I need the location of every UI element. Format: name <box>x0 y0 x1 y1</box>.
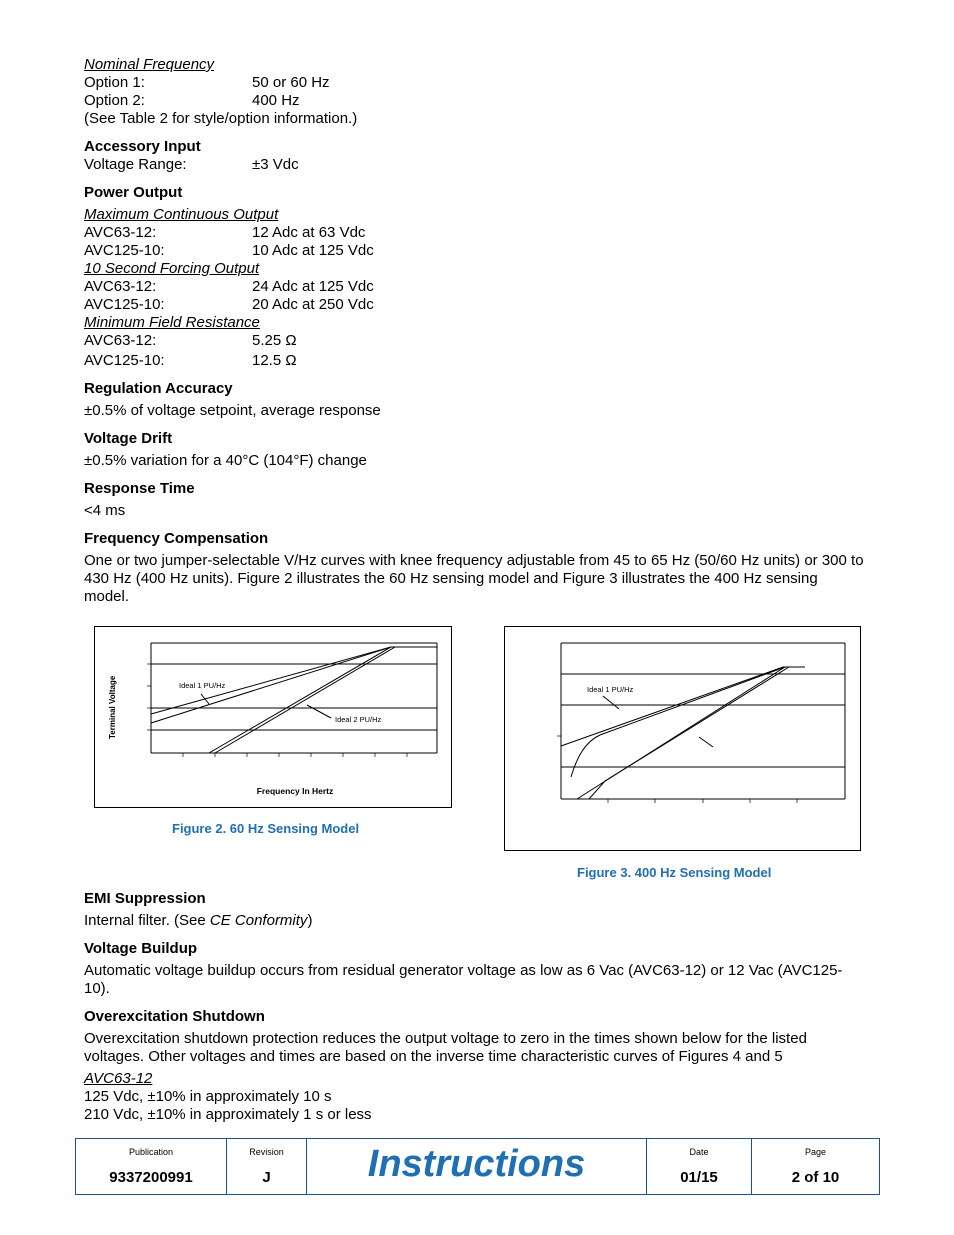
response-time-text: <4 ms <box>84 502 126 519</box>
option-1-row: Option 1: 50 or 60 Hz <box>84 74 330 91</box>
max-continuous-heading: Maximum Continuous Output <box>84 206 279 223</box>
revision-cell <box>227 1139 307 1194</box>
figure-2-ylabel: Terminal Voltage <box>108 675 117 739</box>
forcing-row: AVC125-10: 20 Adc at 250 Vdc <box>84 296 374 313</box>
instructions-title: Instructions <box>367 1143 586 1185</box>
min-field-row: AVC63-12: 5.25 Ω <box>84 332 297 349</box>
figure-3 <box>504 626 861 851</box>
figure-2-label-1: Ideal 1 PU/Hz <box>179 681 226 690</box>
overexcitation-line: 125 Vdc, ±10% in approximately 10 s <box>84 1088 332 1105</box>
document-body-lower <box>84 880 864 1124</box>
figure-2-xlabel: Frequency In Hertz <box>256 786 334 796</box>
voltage-buildup-text: Automatic voltage buildup occurs from residual generator voltage as low as 6 Vac (AVC63-12) or 12 Vac (AVC125-10). <box>84 962 843 997</box>
label-2-leader <box>307 705 331 718</box>
frequency-compensation-heading: Frequency Compensation <box>84 530 269 547</box>
min-field-heading: Minimum Field Resistance <box>84 314 260 331</box>
label-2-leader <box>699 737 713 747</box>
frequency-compensation-text: One or two jumper-selectable V/Hz curves with knee frequency adjustable from 45 to 65 Hz (50/60 Hz units) or 300 to 430 Hz (400 Hz units). Figure 2 illustrates the 60 Hz sensing model and Figure 3 illustrates the 400 Hz sensing model. <box>84 552 864 605</box>
page-cell <box>752 1139 879 1194</box>
ce-conformity-reference: CE Conformity <box>209 912 308 929</box>
min-field-row: AVC125-10: 12.5 Ω <box>84 352 297 369</box>
forcing-row: AVC63-12: 24 Adc at 125 Vdc <box>84 278 374 295</box>
voltage-drift-text: ±0.5% variation for a 40°C (104°F) change <box>84 452 367 469</box>
figure-3-label-1: Ideal 1 PU/Hz <box>587 685 634 694</box>
label-1-leader <box>201 694 209 704</box>
curve-2pu-actual <box>209 647 391 753</box>
figure-2-plot <box>95 627 451 807</box>
footer-bar <box>75 1138 880 1195</box>
page-label: Page <box>804 1147 827 1157</box>
date-label: Date <box>689 1147 709 1157</box>
regulation-accuracy-text: ±0.5% of voltage setpoint, average response <box>84 402 381 419</box>
date-cell <box>647 1139 752 1194</box>
emi-text: Internal filter. (See CE Conformity) <box>84 912 313 929</box>
nominal-frequency-note: (See Table 2 for style/option information.) <box>84 110 358 127</box>
voltage-range-row: Voltage Range: ±3 Vdc <box>84 156 299 173</box>
figure-3-caption: Figure 3. 400 Hz Sensing Model <box>577 865 772 880</box>
regulation-accuracy-heading: Regulation Accuracy <box>84 380 233 397</box>
accessory-input-heading: Accessory Input <box>84 138 201 155</box>
nominal-frequency-heading: Nominal Frequency <box>84 56 215 73</box>
curve-1pu-ideal <box>561 667 805 746</box>
label-1-leader <box>603 696 619 709</box>
max-continuous-row: AVC125-10: 10 Adc at 125 Vdc <box>84 242 374 259</box>
publication-cell <box>76 1139 227 1194</box>
overexcitation-heading: Overexcitation Shutdown <box>84 1008 265 1025</box>
document-body <box>84 56 864 606</box>
curve-1pu-actual <box>571 667 785 777</box>
revision-label: Revision <box>249 1147 284 1157</box>
max-continuous-row: AVC63-12: 12 Adc at 63 Vdc <box>84 224 366 241</box>
power-output-heading: Power Output <box>84 184 183 201</box>
revision-value: J <box>262 1169 271 1186</box>
curve-2pu-ideal <box>215 647 395 753</box>
page-number: 2 of 10 <box>791 1169 840 1186</box>
voltage-drift-heading: Voltage Drift <box>84 430 173 447</box>
publication-number: 9337200991 <box>109 1169 193 1186</box>
title-cell <box>307 1139 647 1194</box>
emi-heading: EMI Suppression <box>84 890 206 907</box>
forcing-heading: 10 Second Forcing Output <box>84 260 260 277</box>
voltage-buildup-heading: Voltage Buildup <box>84 940 198 957</box>
publication-label: Publication <box>128 1147 174 1157</box>
figure-2-caption: Figure 2. 60 Hz Sensing Model <box>172 821 360 836</box>
figure-3-plot <box>505 627 860 850</box>
date-value: 01/15 <box>680 1169 718 1186</box>
overexcitation-text: Overexcitation shutdown protection reduces the output voltage to zero in the times shown below for the listed voltages. Other voltages and times are based on the inverse time characteristic curves of Figures 4 and 5 <box>84 1030 807 1065</box>
response-time-heading: Response Time <box>84 480 195 497</box>
option-2-row: Option 2: 400 Hz <box>84 92 300 109</box>
figure-2 <box>94 626 452 808</box>
overexcitation-model: AVC63-12 <box>84 1070 153 1087</box>
overexcitation-line: 210 Vdc, ±10% in approximately 1 s or less <box>84 1106 372 1123</box>
figure-2-label-2: Ideal 2 PU/Hz <box>335 715 382 724</box>
